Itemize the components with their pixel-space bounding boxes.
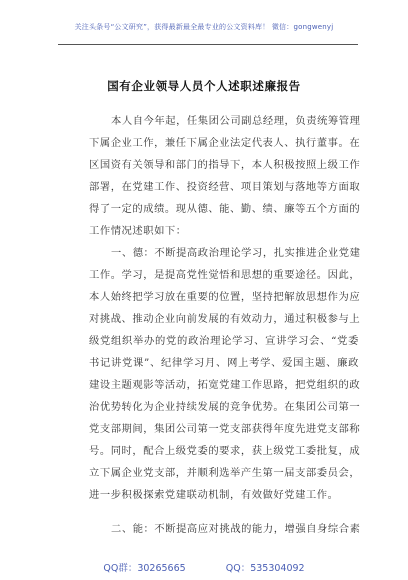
body-line: 号。同时，配合上级党委的要求，获上级党工委批复，成 xyxy=(89,445,361,457)
header-banner: 关注头条号“公文研究”，获得最新最全最专业的公文资料库！ 微信：gongwenyj xyxy=(74,23,334,31)
body-line: 进一步积极探索党建联动机制，有效做好党建工作。 xyxy=(89,489,339,501)
body-line: 下属企业工作，兼任下属企业法定代表人、执行董事。在 xyxy=(89,137,361,149)
body-line: 部署，在党建工作、投资经营、项目策划与落地等方面取 xyxy=(89,181,361,193)
body-line: 得了一定的成绩。现从德、能、勤、绩、廉等五个方面的 xyxy=(89,203,361,215)
body-line: 对挑战、推动企业向前发展的有效动力，通过积极参与上 xyxy=(89,313,361,325)
body-line: 工作情况述职如下： xyxy=(89,225,187,237)
body-line: 二、能：不断提高应对挑战的能力，增强自身综合素 xyxy=(111,523,361,535)
body-line: 级党组织举办的党的政治理论学习、宣讲学习会、“党委 xyxy=(89,335,359,347)
body-line: 建设主题观影等活动，拓宽党建工作思路，把党组织的政 xyxy=(89,379,361,391)
body-line: 立下属企业党支部，并顺利选举产生第一届支部委员会， xyxy=(89,467,361,479)
body-line: 党支部期间，集团公司第一党支部获得年度先进党支部称 xyxy=(89,423,361,435)
header-divider xyxy=(58,44,358,45)
body-line: 一、德：不断提高政治理论学习，扎实推进企业党建 xyxy=(111,247,361,259)
footer-qq: QQ：535304092 xyxy=(225,563,305,574)
footer-contact xyxy=(0,560,408,574)
body-line: 区国资有关领导和部门的指导下，本人积极按照上级工作 xyxy=(89,159,361,171)
footer-qq-group: QQ群：30265665 xyxy=(103,563,186,574)
body-line: 本人始终把学习放在重要的位置，坚持把解放思想作为应 xyxy=(89,291,361,303)
body-line: 本人自今年起，任集团公司副总经理，负责统筹管理 xyxy=(111,115,361,127)
body-line: 治优势转化为企业持续发展的竞争优势。在集团公司第一 xyxy=(89,401,361,413)
document-body xyxy=(89,110,359,540)
body-line: 书记讲党课”、纪律学习月、网上考学、爱国主题、廉政 xyxy=(89,357,359,369)
body-line: 工作。学习，是提高党性觉悟和思想的重要途径。因此， xyxy=(89,269,361,281)
document-title: 国有企业领导人员个人述职述廉报告 xyxy=(107,79,301,93)
